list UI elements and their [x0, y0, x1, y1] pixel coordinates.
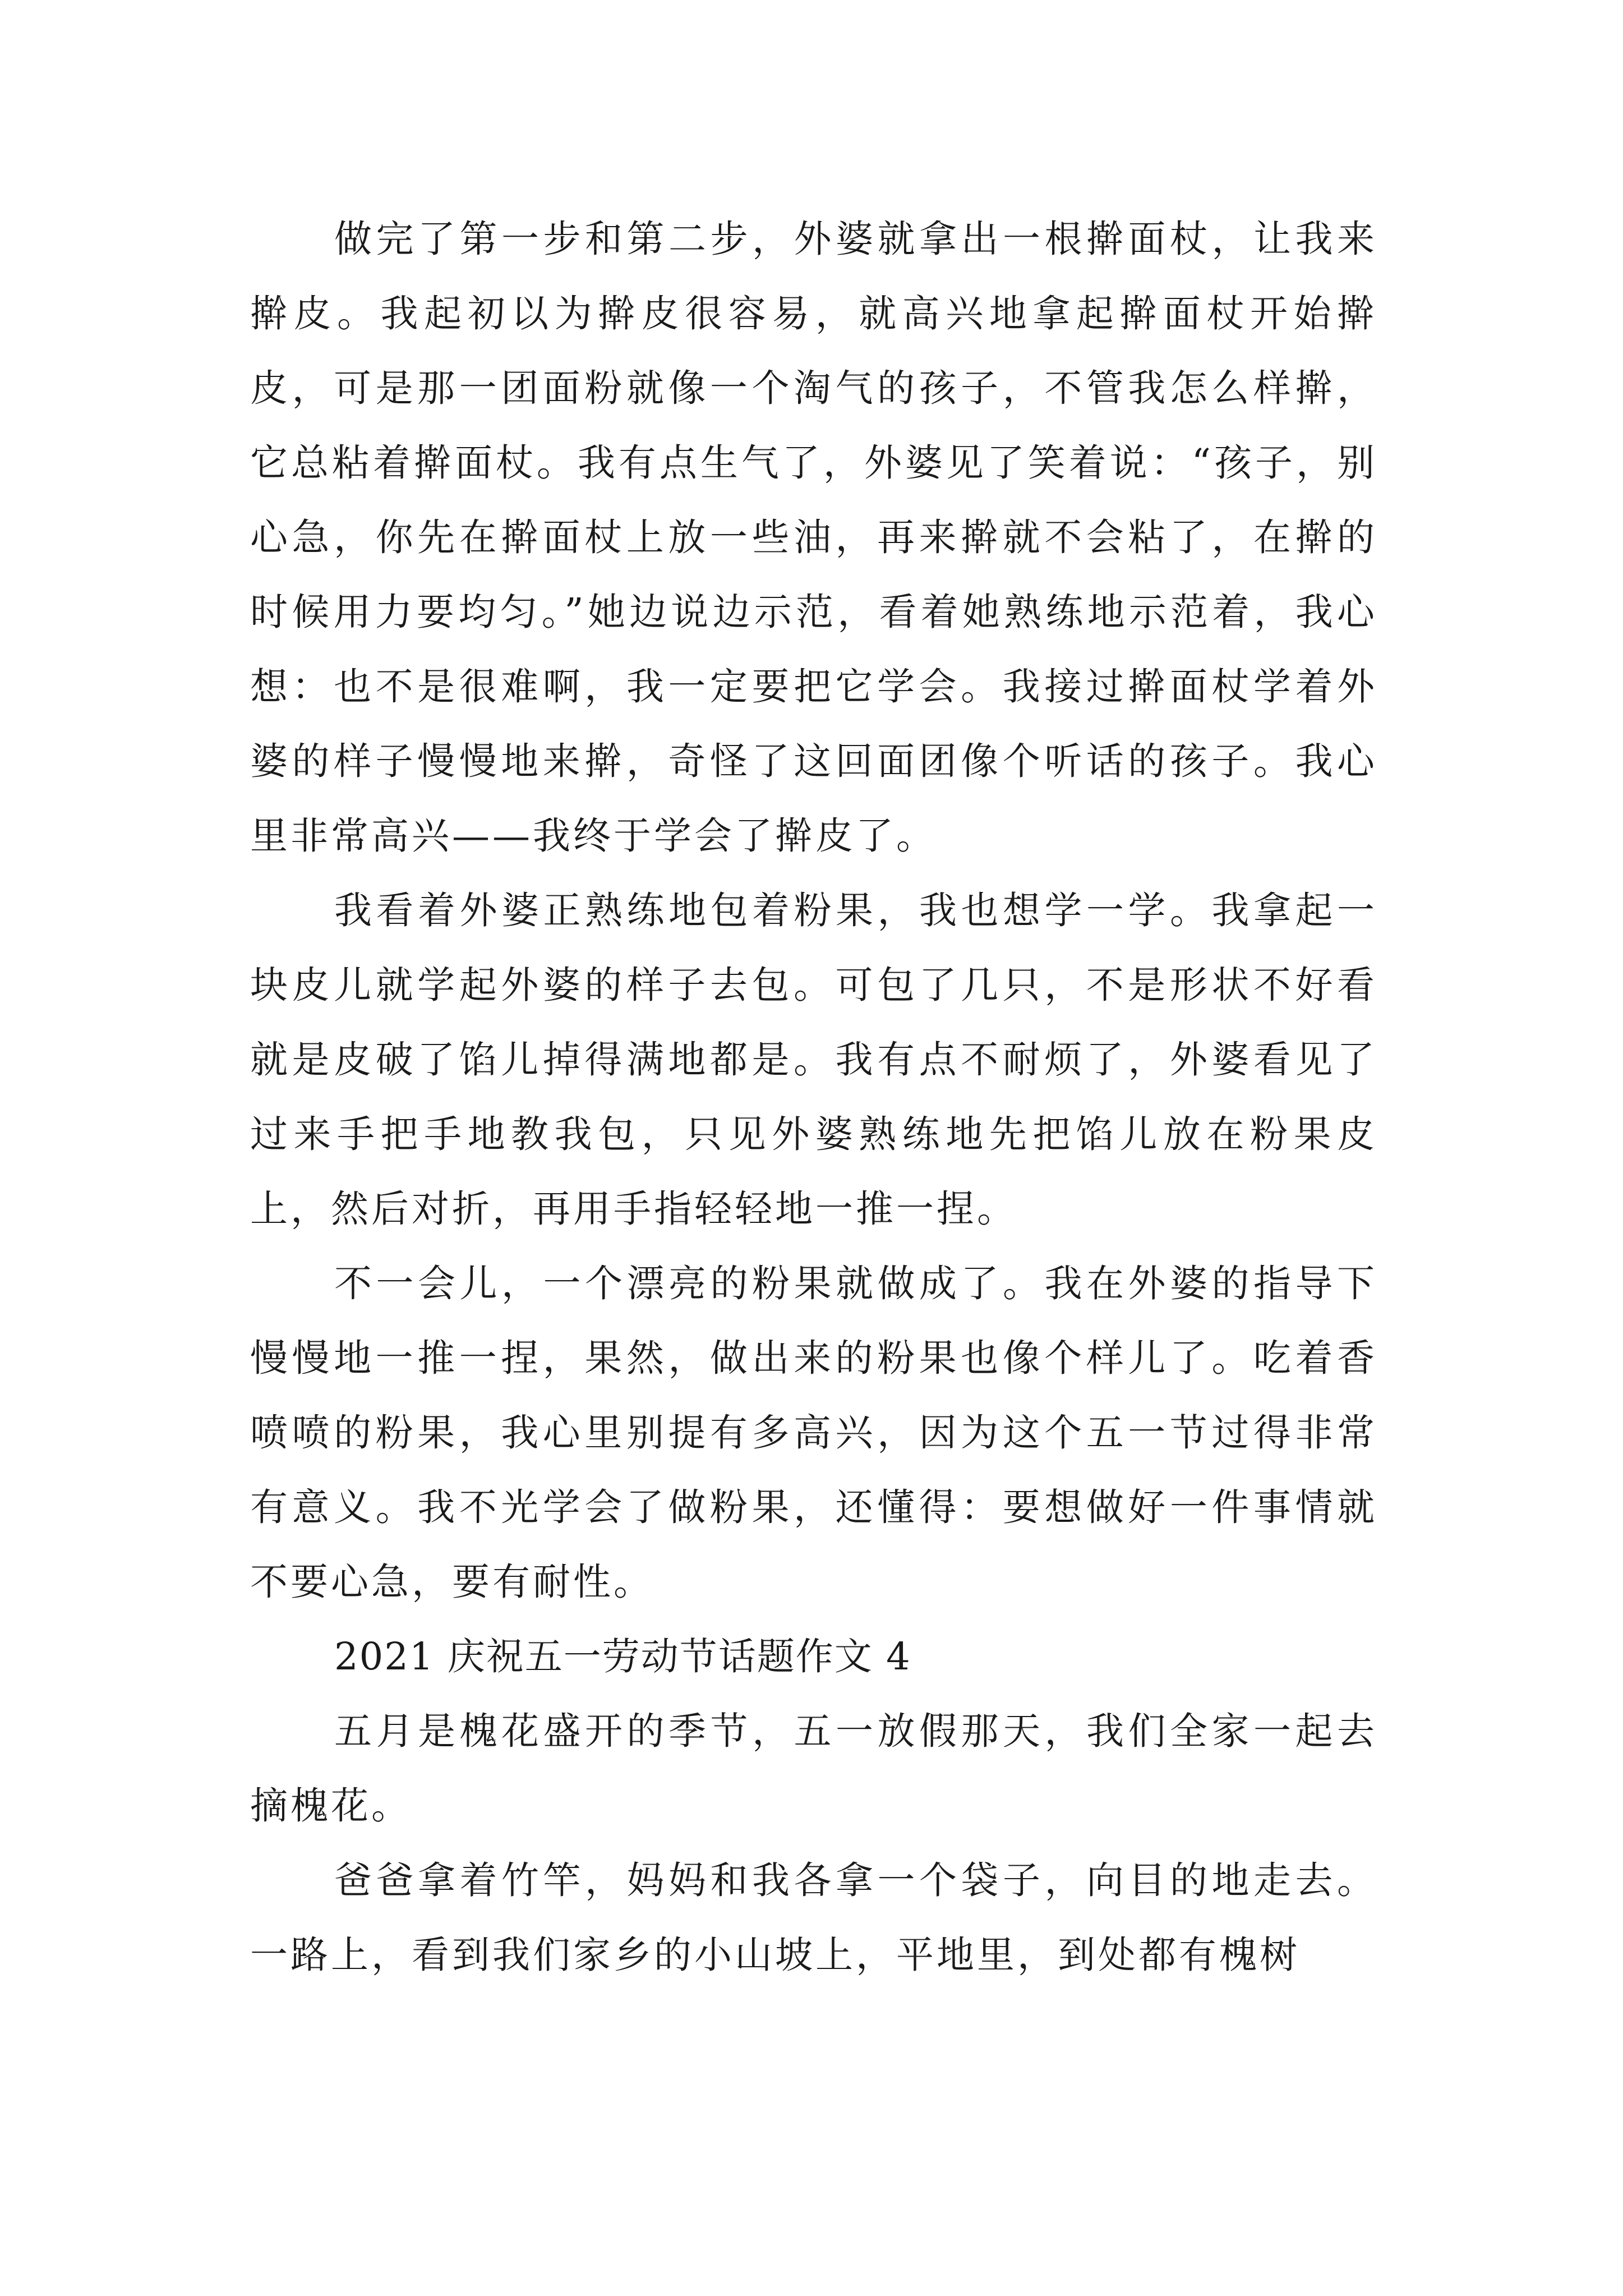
- paragraph-wrapping-fenguo: 我看着外婆正熟练地包着粉果，我也想学一学。我拿起一块皮儿就学起外婆的样子去包。可包了几只，不是形状不好看就是皮破了馅儿掉得满地都是。我有点不耐烦了，外婆看见了过来手把手地教我包，只见外婆熟练地先把馅儿放在粉果皮上，然后对折，再用手指轻轻地一推一捏。: [250, 889, 1377, 1231]
- essay-heading: 2021 庆祝五一劳动节话题作文 4: [334, 1635, 911, 1678]
- paragraph-walking-out: 爸爸拿着竹竿，妈妈和我各拿一个袋子，向目的地走去。一路上，看到我们家乡的小山坡上，平地里，到处都有槐树: [250, 1858, 1377, 1977]
- document-body: [250, 202, 1377, 1993]
- paragraph-rolling-dough: 做完了第一步和第二步，外婆就拿出一根擀面杖，让我来擀皮。我起初以为擀皮很容易，就高兴地拿起擀面杖开始擀皮，可是那一团面粉就像一个淘气的孩子，不管我怎么样擀，它总粘着擀面杖。我有点生气了，外婆见了笑着说：“孩子，别心急，你先在擀面杖上放一些油，再来擀就不会粘了，在擀的时候用力要均匀。”她边说边示范，看着她熟练地示范着，我心想：也不是很难啊，我一定要把它学会。我接过擀面杖学着外婆的样子慢慢地来擀，奇怪了这回面团像个听话的孩子。我心里非常高兴——我终于学会了擀皮了。: [250, 217, 1377, 858]
- paragraph-locust-flowers: 五月是槐花盛开的季节，五一放假那天，我们全家一起去摘槐花。: [250, 1709, 1377, 1828]
- paragraph-fenguo-done: 不一会儿，一个漂亮的粉果就做成了。我在外婆的指导下慢慢地一推一捏，果然，做出来的粉果也像个样儿了。吃着香喷喷的粉果，我心里别提有多高兴，因为这个五一节过得非常有意义。我不光学会了做粉果，还懂得：要想做好一件事情就不要心急，要有耐性。: [250, 1262, 1377, 1604]
